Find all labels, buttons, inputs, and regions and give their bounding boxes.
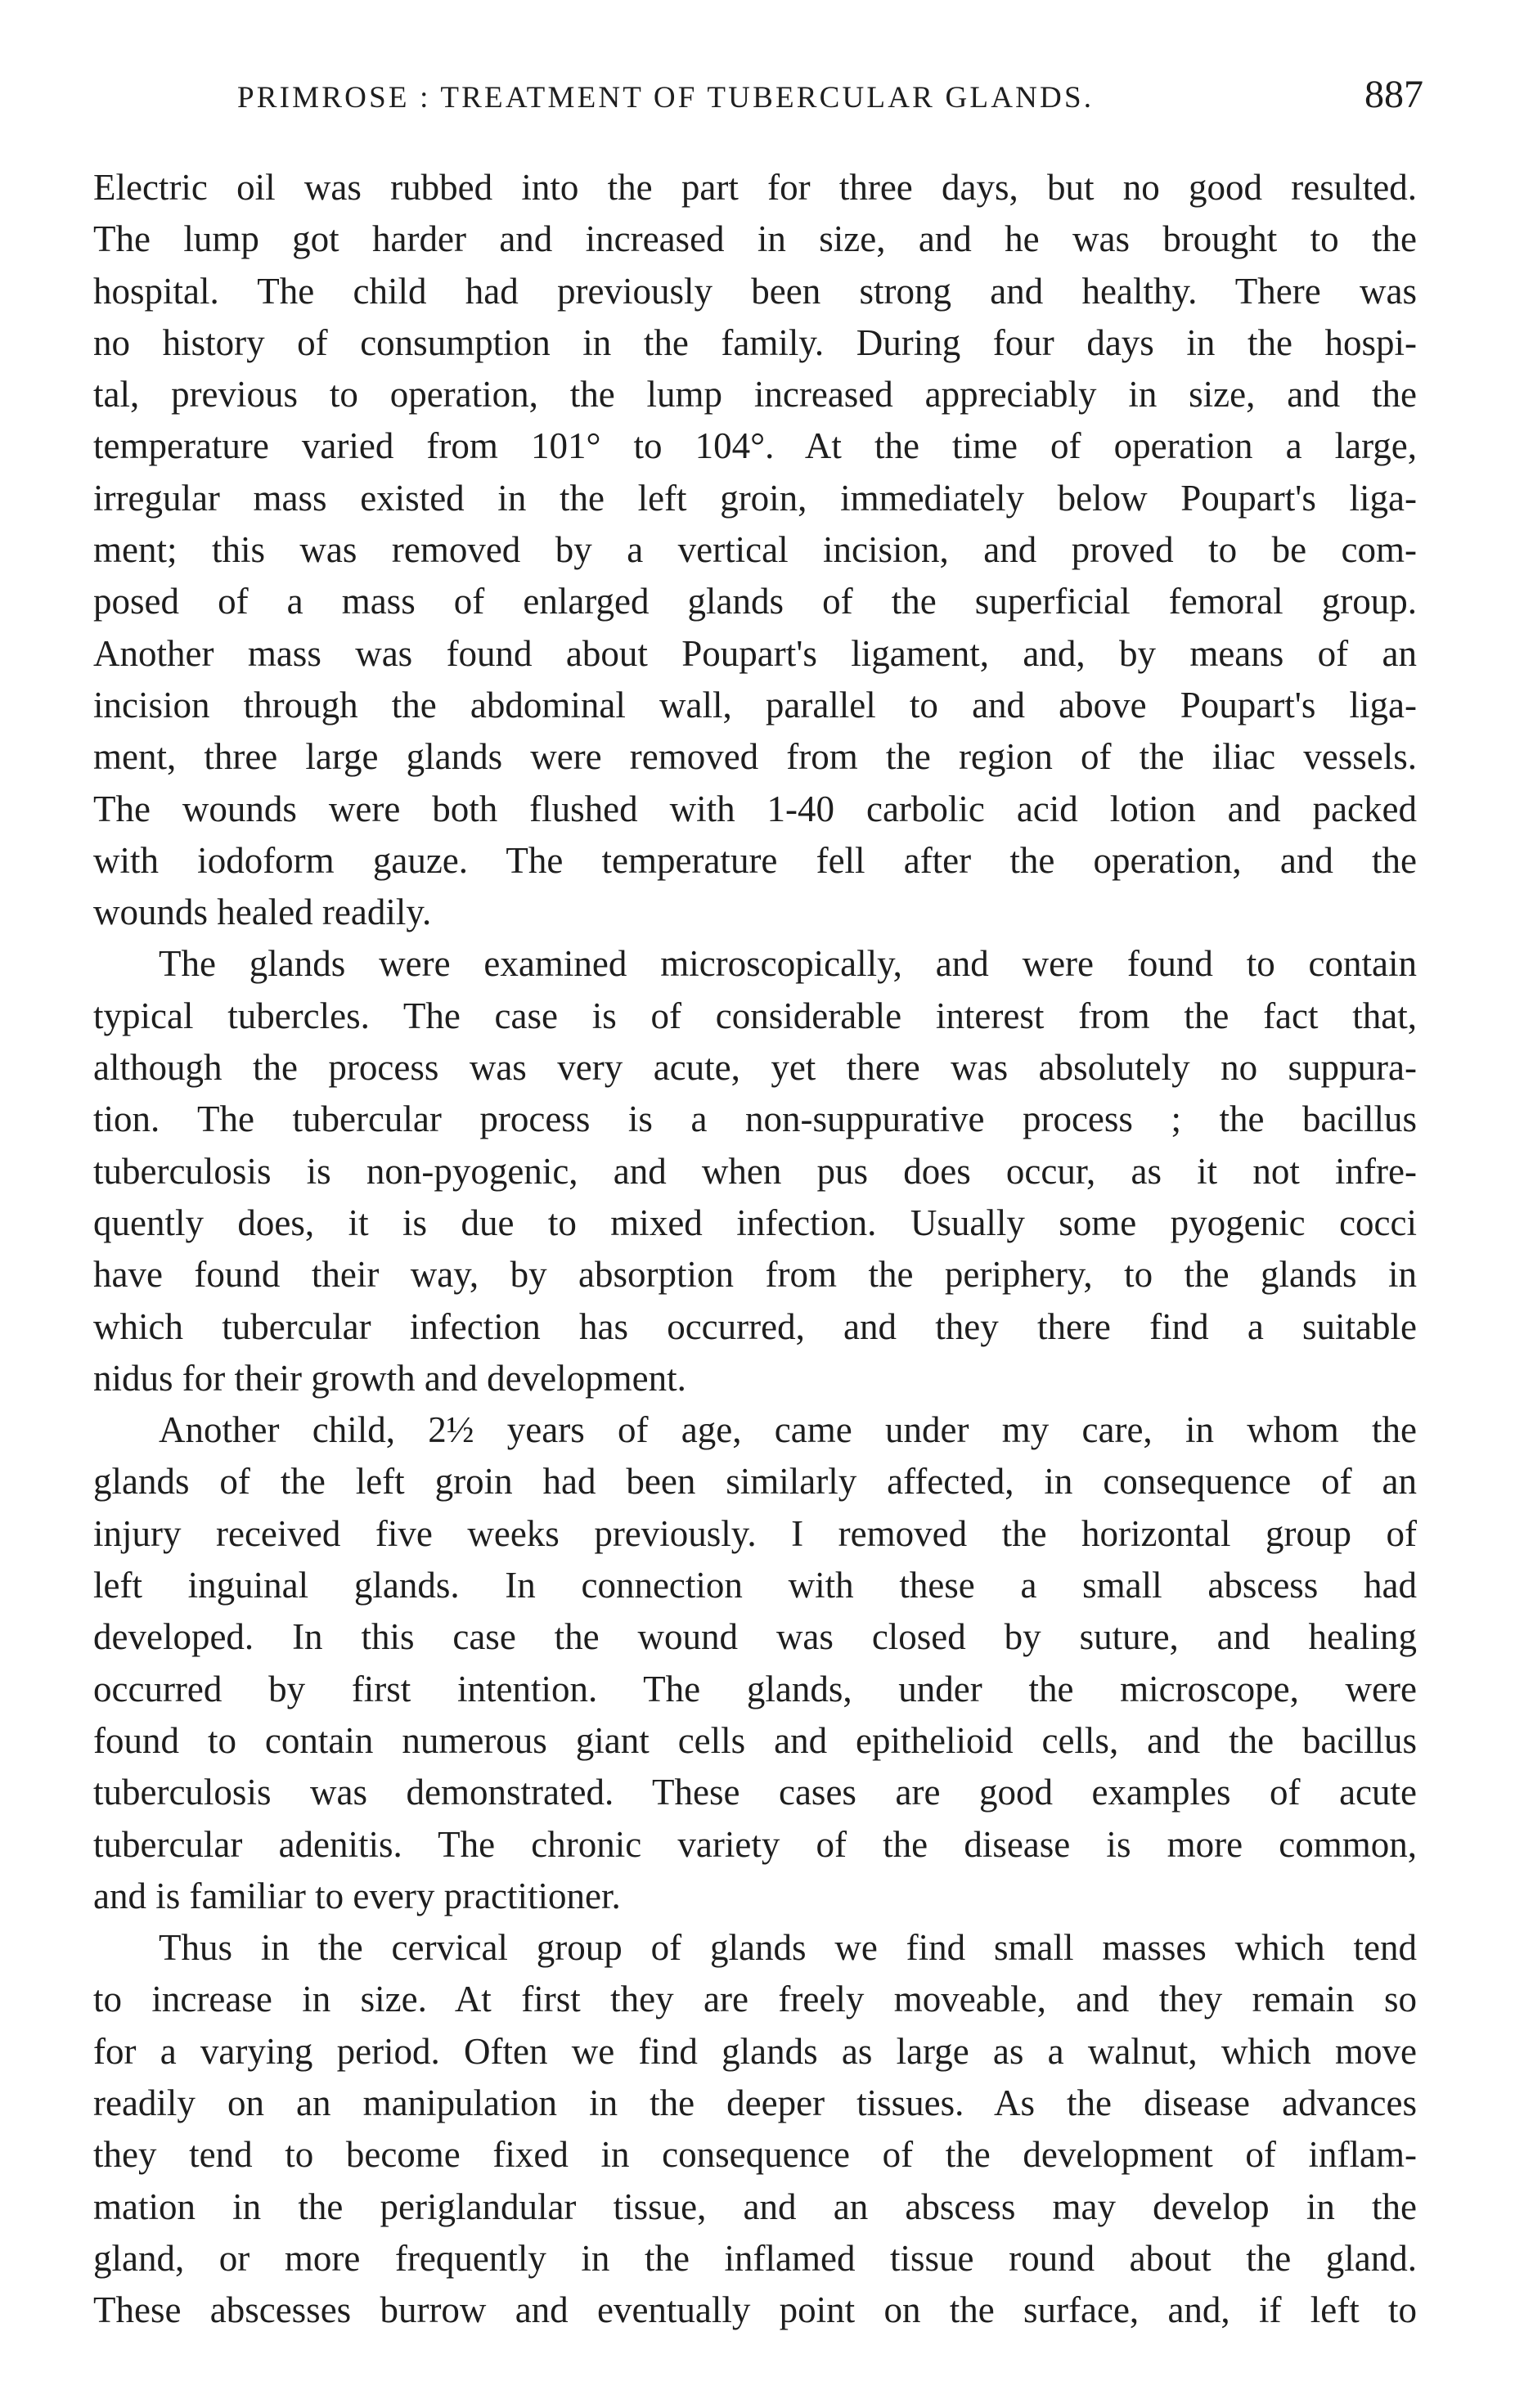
text-line: These abscesses burrow and eventually point on the surface, and, if left to [93, 2289, 1417, 2331]
text-line: Another child, 2½ years of age, came under my care, in whom the [159, 1409, 1417, 1451]
text-line: with iodoform gauze. The temperature fell after the operation, and the [93, 839, 1417, 881]
text-line: wounds healed readily. [93, 892, 432, 933]
text-line: mation in the periglandular tissue, and an abscess may develop in the [93, 2186, 1417, 2227]
text-line: irregular mass existed in the left groin, immediately below Poupart's liga- [93, 477, 1417, 519]
paragraph [93, 938, 1417, 1404]
text-line: found to contain numerous giant cells and epithelioid cells, and the bacillus [93, 1719, 1417, 1761]
text-line: for a varying period. Often we find glands as large as a walnut, which move [93, 2030, 1417, 2072]
text-line: readily on an manipulation in the deeper tissues. As the disease advances [93, 2082, 1417, 2123]
body-text [93, 162, 1417, 2336]
text-line: temperature varied from 101° to 104°. At the time of operation a large, [93, 425, 1417, 467]
text-line: and is familiar to every practitioner. [93, 1875, 621, 1916]
text-line: which tubercular infection has occurred, and they there find a suitable [93, 1305, 1417, 1347]
text-line: ment, three large glands were removed from the region of the iliac vessels. [93, 736, 1417, 778]
text-line: Thus in the cervical group of glands we find small masses which tend [159, 1927, 1417, 1969]
text-line: to increase in size. At first they are freely moveable, and they remain so [93, 1979, 1417, 2020]
page-header [237, 72, 1423, 129]
running-head: PRIMROSE : TREATMENT OF TUBERCULAR GLANDS. [237, 81, 1095, 115]
paragraph [93, 162, 1417, 938]
page-number: 887 [1364, 73, 1423, 116]
text-line: nidus for their growth and development. [93, 1357, 686, 1399]
text-line: occurred by first intention. The glands, under the microscope, were [93, 1668, 1417, 1709]
text-line: gland, or more frequently in the inflamed tissue round about the gland. [93, 2237, 1417, 2279]
text-line: developed. In this case the wound was closed by suture, and healing [93, 1616, 1417, 1658]
text-line: they tend to become fixed in consequence of the development of inflam- [93, 2134, 1417, 2176]
text-line: no history of consumption in the family. During four days in the hospi- [93, 321, 1417, 363]
text-line: incision through the abdominal wall, parallel to and above Poupart's liga- [93, 684, 1417, 726]
text-line: although the process was very acute, yet there was absolutely no suppura- [93, 1047, 1417, 1089]
text-line: typical tubercles. The case is of considerable interest from the fact that, [93, 995, 1417, 1036]
text-line: Another mass was found about Poupart's ligament, and, by means of an [93, 632, 1417, 674]
paragraph [93, 1404, 1417, 1922]
text-line: tuberculosis was demonstrated. These cases are good examples of acute [93, 1772, 1417, 1813]
text-line: tal, previous to operation, the lump increased appreciably in size, and the [93, 374, 1417, 416]
text-line: The glands were examined microscopically, and were found to contain [159, 943, 1417, 985]
text-line: tuberculosis is non-pyogenic, and when pus does occur, as it not infre- [93, 1150, 1417, 1192]
text-line: Electric oil was rubbed into the part for three days, but no good resulted. [93, 167, 1417, 208]
text-line: left inguinal glands. In connection with these a small abscess had [93, 1565, 1417, 1606]
text-line: ment; this was removed by a vertical incision, and proved to be com- [93, 529, 1417, 571]
text-line: have found their way, by absorption from the periphery, to the glands in [93, 1254, 1417, 1296]
text-line: injury received five weeks previously. I removed the horizontal group of [93, 1512, 1417, 1554]
text-line: The wounds were both flushed with 1-40 carbolic acid lotion and packed [93, 788, 1417, 829]
text-line: tion. The tubercular process is a non-suppurative process ; the bacillus [93, 1098, 1417, 1140]
text-line: The lump got harder and increased in size, and he was brought to the [93, 218, 1417, 260]
text-line: hospital. The child had previously been strong and healthy. There was [93, 270, 1417, 312]
text-line: quently does, it is due to mixed infection. Usually some pyogenic cocci [93, 1202, 1417, 1243]
text-line: glands of the left groin had been similarly affected, in consequence of an [93, 1461, 1417, 1503]
paragraph [93, 1922, 1417, 2336]
text-line: posed of a mass of enlarged glands of the superficial femoral group. [93, 581, 1417, 622]
text-line: tubercular adenitis. The chronic variety of the disease is more common, [93, 1823, 1417, 1865]
